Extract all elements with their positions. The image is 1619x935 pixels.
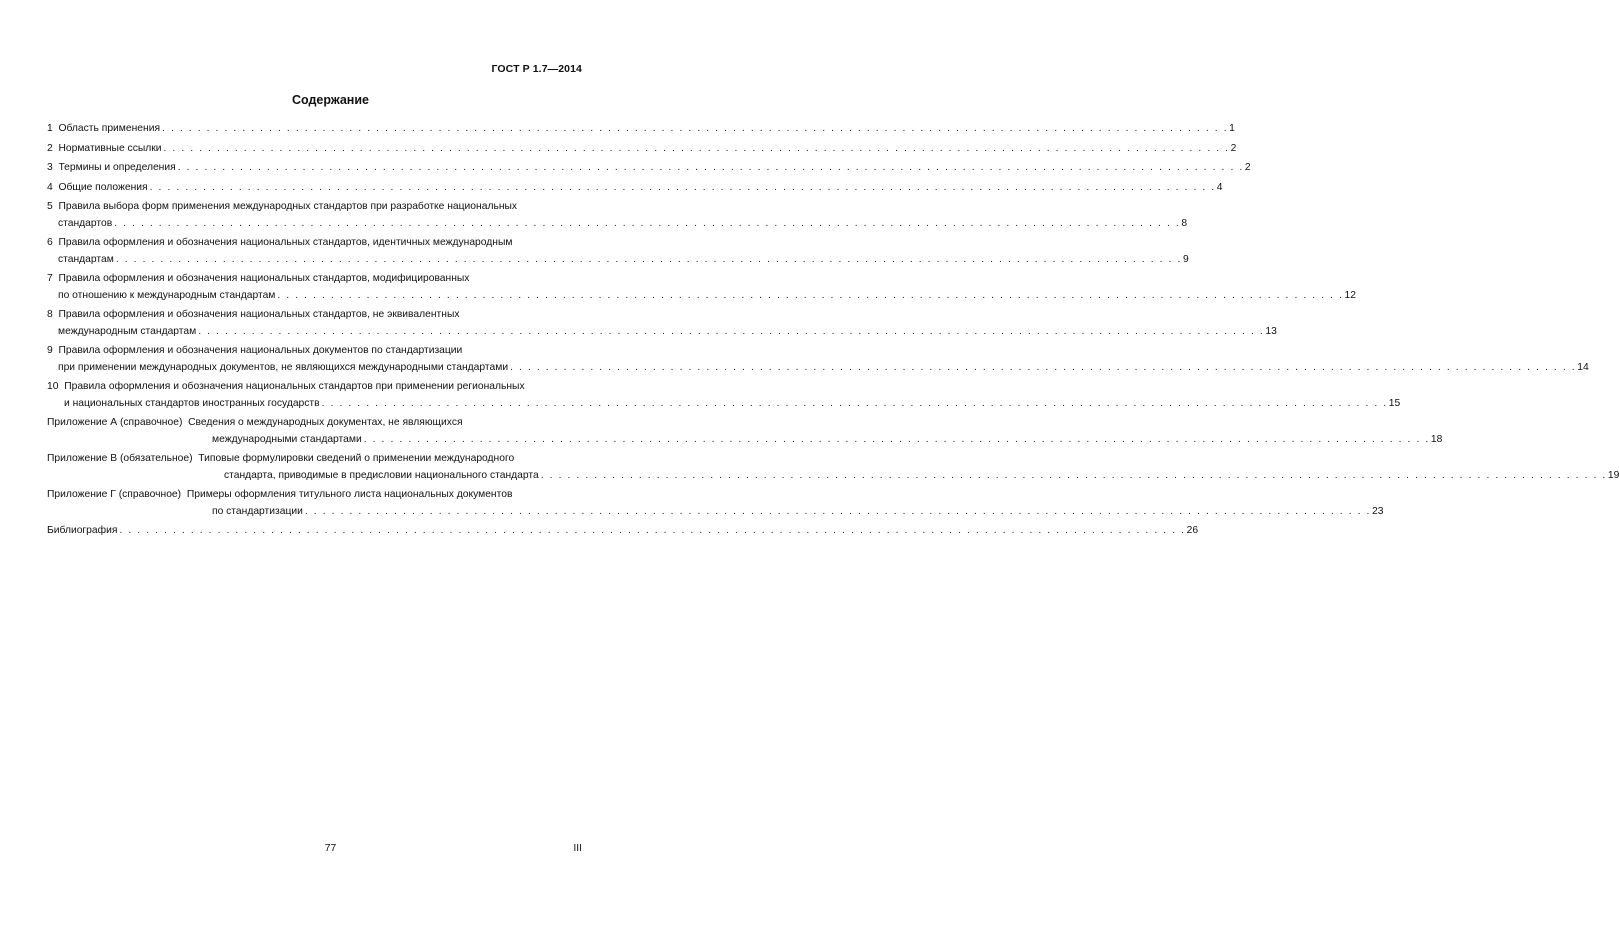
toc-entry-appendix-b[interactable]	[47, 451, 1619, 484]
entry-title: Правила оформления и обозначения национальных стандартов при применении региональных	[64, 381, 525, 392]
entry-title-continued: по отношению к международным стандартам	[58, 289, 276, 301]
leader-dots: . . . . . . . . . . . . . . . . . . . . . . . . . . . . . . . . . . . . . . . . . . . . . . . . . . . . . . . . . . . . . . . . . . . . . . . . . . . . . . . . . . . . . . . . . . . . . . . . . . . . . . . . . . . . . . . . . . . . . . . .	[115, 253, 1182, 265]
entry-title: Сведения о международных документах, не являющихся	[188, 417, 463, 428]
appendix-label: Приложение В (обязательное)	[47, 453, 193, 464]
leader-dots: . . . . . . . . . . . . . . . . . . . . . . . . . . . . . . . . . . . . . . . . . . . . . . . . . . . . . . . . . . . . . . . . . . . . . . . . . . . . . . . . . . . . . . . . . . . . . . . . . . . . . . . . . . . . . . . . . . . . . . . .	[177, 162, 1244, 173]
entry-number: 7	[47, 273, 53, 284]
entry-page: 9	[1182, 253, 1189, 265]
entry-title: Термины и определения	[58, 162, 176, 173]
entry-title-continued: стандарта, приводимые в предисловии национального стандарта	[224, 469, 539, 481]
entry-title: Примеры оформления титульного листа национальных документов	[186, 489, 513, 500]
entry-number: 9	[47, 345, 53, 356]
leader-dots: . . . . . . . . . . . . . . . . . . . . . . . . . . . . . . . . . . . . . . . . . . . . . . . . . . . . . . . . . . . . . . . . . . . . . . . . . . . . . . . . . . . . . . . . . . . . . . . . . . . . . . . . . . . . . . . . . . . . . . . .	[277, 289, 1344, 301]
entry-page: 26	[1186, 525, 1199, 536]
leader-dots: . . . . . . . . . . . . . . . . . . . . . . . . . . . . . . . . . . . . . . . . . . . . . . . . . . . . . . . . . . . . . . . . . . . . . . . . . . . . . . . . . . . . . . . . . . . . . . . . . . . . . . . . . . . . . . . . . . . . . . . .	[162, 123, 1229, 134]
leader-dots: . . . . . . . . . . . . . . . . . . . . . . . . . . . . . . . . . . . . . . . . . . . . . . . . . . . . . . . . . . . . . . . . . . . . . . . . . . . . . . . . . . . . . . . . . . . . . . . . . . . . . . . . . . . . . . . . . . . . . . . .	[363, 433, 1430, 445]
entry-title-continued: стандартам	[58, 253, 114, 265]
entry-number: 5	[47, 201, 53, 212]
entry-title-continued: международным стандартам	[58, 325, 197, 337]
leader-dots: . . . . . . . . . . . . . . . . . . . . . . . . . . . . . . . . . . . . . . . . . . . . . . . . . . . . . . . . . . . . . . . . . . . . . . . . . . . . . . . . . . . . . . . . . . . . . . . . . . . . . . . . . . . . . . . . . . . . . . . .	[163, 142, 1230, 154]
appendix-label: Приложение Г (справочное)	[47, 489, 182, 500]
leader-dots: . . . . . . . . . . . . . . . . . . . . . . . . . . . . . . . . . . . . . . . . . . . . . . . . . . . . . . . . . . . . . . . . . . . . . . . . . . . . . . . . . . . . . . . . . . . . . . . . . . . . . . . . . . . . . . . . . . . . . . . .	[198, 325, 1265, 337]
toc-entry-9[interactable]	[47, 343, 1589, 376]
document-code: ГОСТ Р 1.7—2014	[491, 63, 582, 75]
toc-title: Содержание	[291, 93, 369, 107]
toc-entry-8[interactable]	[47, 307, 1277, 340]
entry-title-continued: при применении международных документов, не являющихся международными стандартами	[58, 361, 509, 373]
leader-dots: . . . . . . . . . . . . . . . . . . . . . . . . . . . . . . . . . . . . . . . . . . . . . . . . . . . . . . . . . . . . . . . . . . . . . . . . . . . . . . . . . . . . . . . . . . . . . . . . . . . . . . . . . . . . . . . . . . . . . . . .	[510, 361, 1577, 373]
leader-dots: . . . . . . . . . . . . . . . . . . . . . . . . . . . . . . . . . . . . . . . . . . . . . . . . . . . . . . . . . . . . . . . . . . . . . . . . . . . . . . . . . . . . . . . . . . . . . . . . . . . . . . . . . . . . . . . . . . . . . . . .	[540, 469, 1607, 481]
toc-entry-1[interactable]	[47, 121, 1235, 138]
entry-page: 12	[1344, 289, 1356, 301]
entry-title-continued: международными стандартами	[212, 433, 362, 445]
entry-title: Правила оформления и обозначения национальных стандартов, не эквивалентных	[58, 309, 460, 320]
entry-page: 13	[1265, 325, 1277, 337]
toc-entry-5[interactable]	[47, 199, 1188, 232]
entry-page: 4	[1216, 181, 1223, 193]
entry-number: 2	[47, 142, 53, 154]
entry-number: 6	[47, 237, 53, 248]
leader-dots: . . . . . . . . . . . . . . . . . . . . . . . . . . . . . . . . . . . . . . . . . . . . . . . . . . . . . . . . . . . . . . . . . . . . . . . . . . . . . . . . . . . . . . . . . . . . . . . . . . . . . . . . . . . . . . . . . . . . . . . .	[119, 525, 1186, 536]
entry-title-continued: стандартов	[58, 217, 113, 229]
leader-dots: . . . . . . . . . . . . . . . . . . . . . . . . . . . . . . . . . . . . . . . . . . . . . . . . . . . . . . . . . . . . . . . . . . . . . . . . . . . . . . . . . . . . . . . . . . . . . . . . . . . . . . . . . . . . . . . . . . . . . . . .	[114, 217, 1181, 229]
leader-dots: . . . . . . . . . . . . . . . . . . . . . . . . . . . . . . . . . . . . . . . . . . . . . . . . . . . . . . . . . . . . . . . . . . . . . . . . . . . . . . . . . . . . . . . . . . . . . . . . . . . . . . . . . . . . . . . . . . . . . . . .	[149, 181, 1216, 193]
toc-entry-bibliography[interactable]	[47, 523, 1199, 540]
entry-title-continued: и национальных стандартов иностранных государств	[64, 397, 320, 409]
toc-entry-2[interactable]	[47, 141, 1237, 158]
toc-entry-6[interactable]	[47, 235, 1189, 268]
entry-title: Библиография	[47, 525, 118, 536]
toc-entry-appendix-g[interactable]	[47, 487, 1384, 520]
entry-page: 23	[1372, 505, 1384, 517]
entry-page: 15	[1388, 397, 1401, 409]
entry-title: Правила оформления и обозначения национальных документов по стандартизации	[58, 345, 463, 356]
entry-page: 14	[1577, 361, 1589, 373]
appendix-label: Приложение А (справочное)	[47, 417, 183, 428]
entry-page: 2	[1244, 162, 1251, 173]
entry-title: Правила оформления и обозначения национальных стандартов, идентичных международным	[58, 237, 513, 248]
entry-title: Общие положения	[58, 181, 148, 193]
roman-page-number: III	[573, 843, 582, 854]
entry-number: 3	[47, 162, 53, 173]
table-of-contents	[47, 121, 1619, 543]
entry-title: Область применения	[58, 123, 161, 134]
entry-number: 10	[47, 381, 59, 392]
entry-page: 1	[1229, 123, 1235, 134]
toc-entry-appendix-a[interactable]	[47, 415, 1443, 448]
entry-page: 19	[1607, 469, 1619, 481]
entry-title: Типовые формулировки сведений о применении международного	[198, 453, 515, 464]
entry-title: Правила выбора форм применения международных стандартов при разработке национальных	[58, 201, 518, 212]
toc-entry-3[interactable]	[47, 160, 1251, 177]
entry-number: 1	[47, 123, 53, 134]
entry-number: 8	[47, 309, 53, 320]
leader-dots: . . . . . . . . . . . . . . . . . . . . . . . . . . . . . . . . . . . . . . . . . . . . . . . . . . . . . . . . . . . . . . . . . . . . . . . . . . . . . . . . . . . . . . . . . . . . . . . . . . . . . . . . . . . . . . . . . . . . . . . .	[321, 397, 1388, 409]
toc-entry-4[interactable]	[47, 180, 1223, 197]
entry-title-continued: по стандартизации	[212, 505, 303, 517]
entry-title: Правила оформления и обозначения национальных стандартов, модифицированных	[58, 273, 470, 284]
entry-number: 4	[47, 181, 53, 193]
page-number: 77	[324, 843, 337, 854]
leader-dots: . . . . . . . . . . . . . . . . . . . . . . . . . . . . . . . . . . . . . . . . . . . . . . . . . . . . . . . . . . . . . . . . . . . . . . . . . . . . . . . . . . . . . . . . . . . . . . . . . . . . . . . . . . . . . . . . . . . . . . . .	[304, 505, 1372, 517]
entry-title: Нормативные ссылки	[58, 142, 162, 154]
entry-page: 18	[1430, 433, 1443, 445]
entry-page: 2	[1230, 142, 1237, 154]
entry-page: 8	[1181, 217, 1188, 229]
toc-entry-7[interactable]	[47, 271, 1356, 304]
toc-entry-10[interactable]	[47, 379, 1401, 412]
